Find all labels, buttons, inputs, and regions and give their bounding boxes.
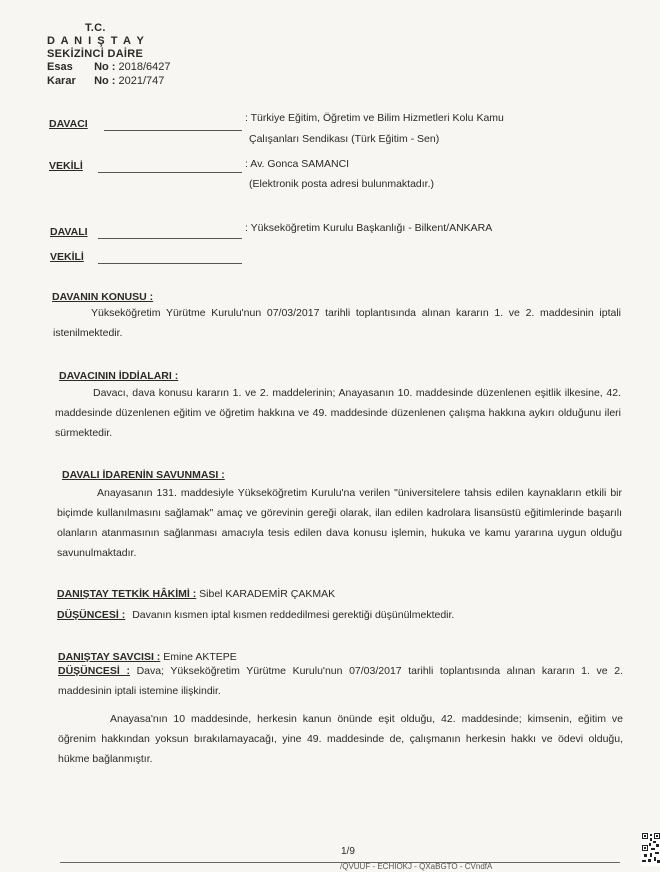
iddia-title: DAVACININ İDDİALARI :	[59, 370, 179, 382]
page-number: 1/9	[341, 846, 355, 857]
konu-title: DAVANIN KONUSU :	[52, 291, 154, 303]
tc-label: T.C.	[85, 22, 106, 34]
esas-label: Esas	[47, 61, 73, 73]
vekili-line	[98, 172, 242, 173]
vekili-note: (Elektronik posta adresi bulunmaktadır.)	[249, 178, 435, 190]
savci-name: Emine AKTEPE	[163, 651, 237, 663]
esas-row	[47, 61, 171, 73]
savci-paragraph-2	[58, 709, 623, 769]
davali-value: : Yükseköğretim Kurulu Başkanlığı - Bilkent/ANKARA	[245, 222, 493, 234]
esas-no-label: No :	[94, 61, 116, 73]
karar-no-label: No :	[94, 75, 116, 87]
qr-code-icon	[641, 832, 660, 866]
vekili-label: VEKİLİ	[49, 160, 83, 172]
savci-text-1	[58, 661, 623, 701]
iddia-paragraph	[55, 383, 621, 443]
savci-dusunce-title: DÜŞÜNCESİ :	[58, 665, 130, 677]
savci-text-2: Anayasa'nın 10 maddesinde, herkesin kanun önünde eşit olduğu, 42. maddesinde; kimsenin, eğitim ve öğrenim hakkından yoksun bırakılamayacağı, yine 49. maddesinde de, çalışmanın herkesin hakkı ve ödevi olduğu, hükme bağlanmıştır.	[58, 713, 623, 765]
hakim-dusunce-text: Davanın kısmen iptal kısmen reddedilmesi gerektiği düşünülmektedir.	[132, 609, 455, 621]
savci-title: DANIŞTAY SAVCISI :	[58, 651, 161, 663]
davali-line	[98, 238, 242, 239]
savunma-paragraph	[57, 483, 622, 563]
konu-text: Yükseköğretim Yürütme Kurulu'nun 07/03/2017 tarihli toplantısında alınan kararın 1. ve 2. maddesinin iptali istenilmektedir.	[53, 307, 621, 339]
verification-code: /QVUUF - ECHIOKJ - QXaBGTO - CVndfA	[340, 862, 493, 871]
vekili-value: : Av. Gonca SAMANCI	[245, 158, 350, 170]
davali-vekili-line	[98, 263, 242, 264]
davaci-line	[104, 130, 242, 131]
savunma-title: DAVALI İDARENİN SAVUNMASI :	[62, 469, 225, 481]
chamber-name: SEKİZİNCİ DAİRE	[47, 48, 144, 60]
savunma-text: Anayasanın 131. maddesiyle Yükseköğretim Kurulu'na verilen "üniversitelere tahsis edilen kaynakların etkili bir biçimde kullanılmasını sağlamak" amaç ve görevinin gereği olarak, ilan edilen kadrolara lisansüstü eğitimlerinde başarılı olanların atanmasının sağlanması amacıyla tesis edilen dava konusu işlemin, hukuka ve kamu yararına uygun olduğu savunulmaktadır.	[57, 487, 622, 559]
davaci-value-line2: Çalışanları Sendikası (Türk Eğitim - Sen)	[249, 133, 440, 145]
iddia-text: Davacı, dava konusu kararın 1. ve 2. maddelerinin; Anayasanın 10. maddesinde düzenlenen eşitlik ilkesine, 42. maddesinde düzenlenen eğitim ve öğretim hakkına ve 49. maddesinde düzenlenen çalışma hakkına aykırı olduğunu ileri sürmektedir.	[55, 387, 621, 439]
davali-vekili-label: VEKİLİ	[50, 251, 84, 263]
savci-text-1-body: Dava; Yükseköğretim Yürütme Kurulu'nun 07/03/2017 tarihli toplantısında alınan kararın 1. ve 2. maddesinin iptali istemine ilişkindir.	[58, 665, 623, 697]
hakim-title: DANIŞTAY TETKİK HÂKİMİ :	[57, 588, 197, 600]
esas-number: 2018/6427	[118, 61, 171, 73]
hakim-dusunce-title: DÜŞÜNCESİ :	[57, 609, 126, 621]
karar-number: 2021/747	[118, 75, 165, 87]
hakim-row	[57, 588, 335, 600]
hakim-dusunce-row	[57, 609, 454, 621]
savci-paragraph-1	[58, 661, 623, 701]
karar-row	[47, 75, 164, 87]
davali-label: DAVALI	[50, 226, 88, 238]
karar-label: Karar	[47, 75, 76, 87]
court-name: D A N I Ş T A Y	[47, 35, 146, 47]
davaci-value: : Türkiye Eğitim, Öğretim ve Bilim Hizmetleri Kolu Kamu	[245, 112, 504, 124]
konu-paragraph	[53, 303, 621, 343]
davaci-label: DAVACI	[49, 118, 88, 130]
hakim-name: Sibel KARADEMİR ÇAKMAK	[199, 588, 336, 600]
